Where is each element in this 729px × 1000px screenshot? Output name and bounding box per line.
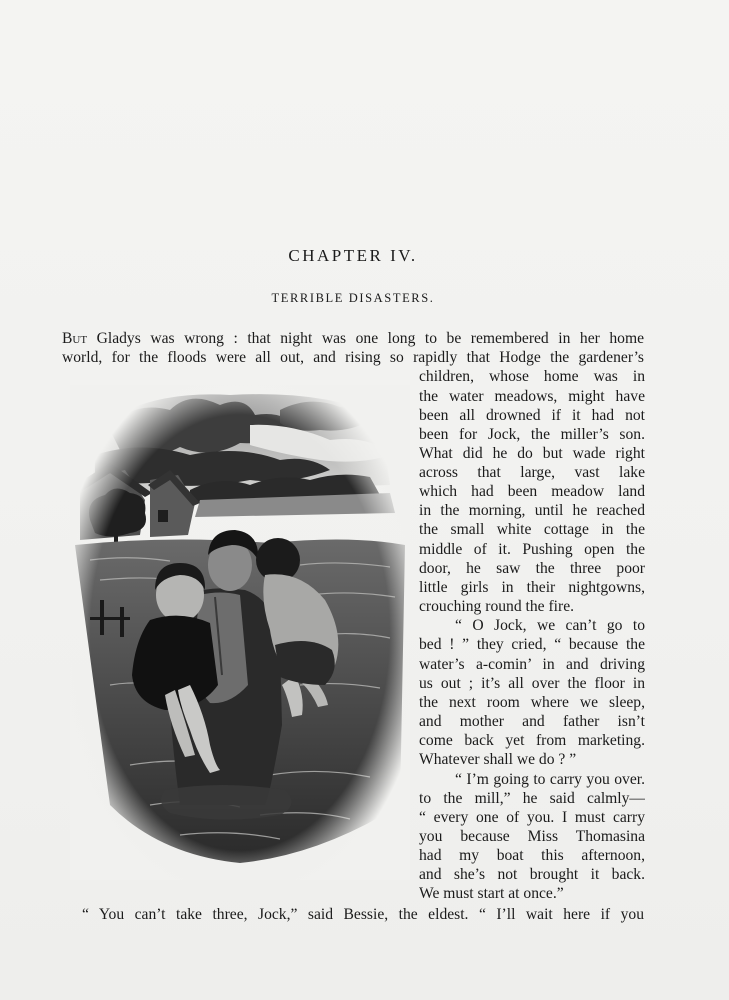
text-line-28: had my boat this afternoon, [419, 847, 645, 864]
text-line-4: the water meadows, might have [419, 388, 645, 405]
text-line-18: water’s a-comin’ in and driving [419, 656, 645, 673]
text-line-30: We must start at once.” [419, 885, 564, 902]
text-line-5: been all drowned if it had not [419, 407, 645, 424]
text-line-11: the small white cottage in the [419, 521, 645, 538]
text-line-27: you because Miss Thomasina [419, 828, 645, 845]
text-line-3: children, whose home was in [419, 368, 645, 385]
text-line-31: “ You can’t take three, Jock,” said Bessie, the eldest. “ I’ll wait here if you [82, 906, 644, 923]
text-line-26: “ every one of you. I must carry [419, 809, 645, 826]
text-line-7: What did he do but wade right [419, 445, 645, 462]
text-line-10: in the morning, until he reached [419, 502, 645, 519]
text-line-17: bed ! ” they cried, “ because the [419, 636, 645, 653]
text-line-13: door, he saw the three poor [419, 560, 645, 577]
text-line-25: to the mill,” he said calmly— [419, 790, 645, 807]
text-line-22: come back yet from marketing. [419, 732, 645, 749]
text-line-23: Whatever shall we do ? ” [419, 751, 577, 768]
text-line-15: crouching round the fire. [419, 598, 575, 615]
opening-word: But [62, 330, 88, 347]
text-line-2: world, for the floods were all out, and rising so rapidly that Hodge the gardener’s [62, 349, 644, 366]
text-line-8: across that large, vast lake [419, 464, 645, 481]
text-line-29: and she’s not brought it back. [419, 866, 645, 883]
text-line-9: which had been meadow land [419, 483, 645, 500]
text-line-12: middle of it. Pushing open the [419, 541, 645, 558]
text-line-6: been for Jock, the miller’s son. [419, 426, 645, 443]
text-line-20: the next room where we sleep, [419, 694, 645, 711]
text-line-1: But Gladys was wrong : that night was one long to be remembered in her home [62, 330, 644, 347]
text-line-24: “ I’m going to carry you over. [455, 771, 645, 788]
chapter-subtitle: TERRIBLE DISASTERS. [271, 291, 435, 305]
text-line-21: and mother and father isn’t [419, 713, 645, 730]
text-line-19: us out ; it’s all over the floor in [419, 675, 645, 692]
text-line-16: “ O Jock, we can’t go to [455, 617, 645, 634]
flood-rescue-illustration-icon [70, 385, 410, 880]
chapter-title: CHAPTER IV. [288, 246, 418, 265]
text-line-14: little girls in their nightgowns, [419, 579, 645, 596]
